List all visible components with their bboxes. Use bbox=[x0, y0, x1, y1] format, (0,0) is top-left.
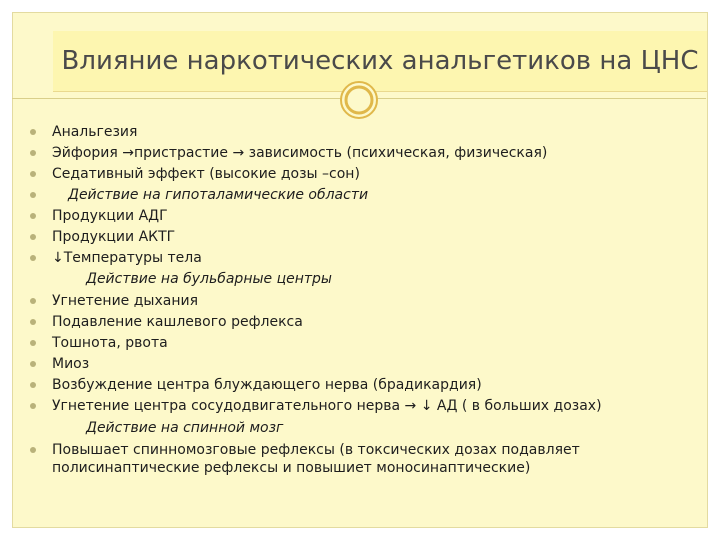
bullet-dot bbox=[30, 340, 36, 346]
item-text: Возбуждение центра блуждающего нерва (брадикардия) bbox=[52, 377, 482, 393]
item-text: Анальгезия bbox=[52, 124, 138, 140]
bullet-dot bbox=[30, 150, 36, 156]
slide-title: Влияние наркотических анальгетиков на ЦНС bbox=[61, 46, 699, 76]
bullet-dot bbox=[30, 382, 36, 388]
bullet-dot bbox=[30, 319, 36, 325]
item-text: Угнетение дыхания bbox=[52, 293, 199, 309]
section-heading: Действие на спинной мозг bbox=[86, 420, 284, 436]
item-text: ↓Температуры тела bbox=[52, 250, 202, 266]
item-text: Седативный эффект (высокие дозы –сон) bbox=[52, 166, 360, 182]
item-text: Продукции АДГ bbox=[52, 208, 168, 224]
bullet-dot bbox=[30, 447, 36, 453]
item-text: Подавление кашлевого рефлекса bbox=[52, 314, 303, 330]
bullet-dot bbox=[30, 129, 36, 135]
section-heading: Действие на гипоталамические области bbox=[68, 187, 369, 203]
item-text: Повышает спинномозговые рефлексы (в токсических дозах подавляет полисинаптические рефлексы и повышиет моносинаптические) bbox=[52, 442, 580, 476]
bullet-dot bbox=[30, 213, 36, 219]
section-heading: Действие на бульбарные центры bbox=[86, 271, 332, 287]
bullet-dot bbox=[30, 192, 36, 198]
bullet-dot bbox=[30, 171, 36, 177]
ring-ornament-icon bbox=[340, 81, 378, 119]
title-bar bbox=[53, 31, 707, 92]
item-text: Эйфория →пристрастие → зависимость (психическая, физическая) bbox=[52, 145, 548, 161]
bullet-dot bbox=[30, 298, 36, 304]
bullet-dot bbox=[30, 361, 36, 367]
bullet-dot bbox=[30, 255, 36, 261]
item-text: Угнетение центра сосудодвигательного нерва → ↓ АД ( в больших дозах) bbox=[52, 398, 602, 414]
bullet-dot bbox=[30, 234, 36, 240]
item-text: Миоз bbox=[52, 356, 90, 372]
item-text: Продукции АКТГ bbox=[52, 229, 176, 245]
bullet-dot bbox=[30, 403, 36, 409]
item-text: Тошнота, рвота bbox=[52, 335, 168, 351]
